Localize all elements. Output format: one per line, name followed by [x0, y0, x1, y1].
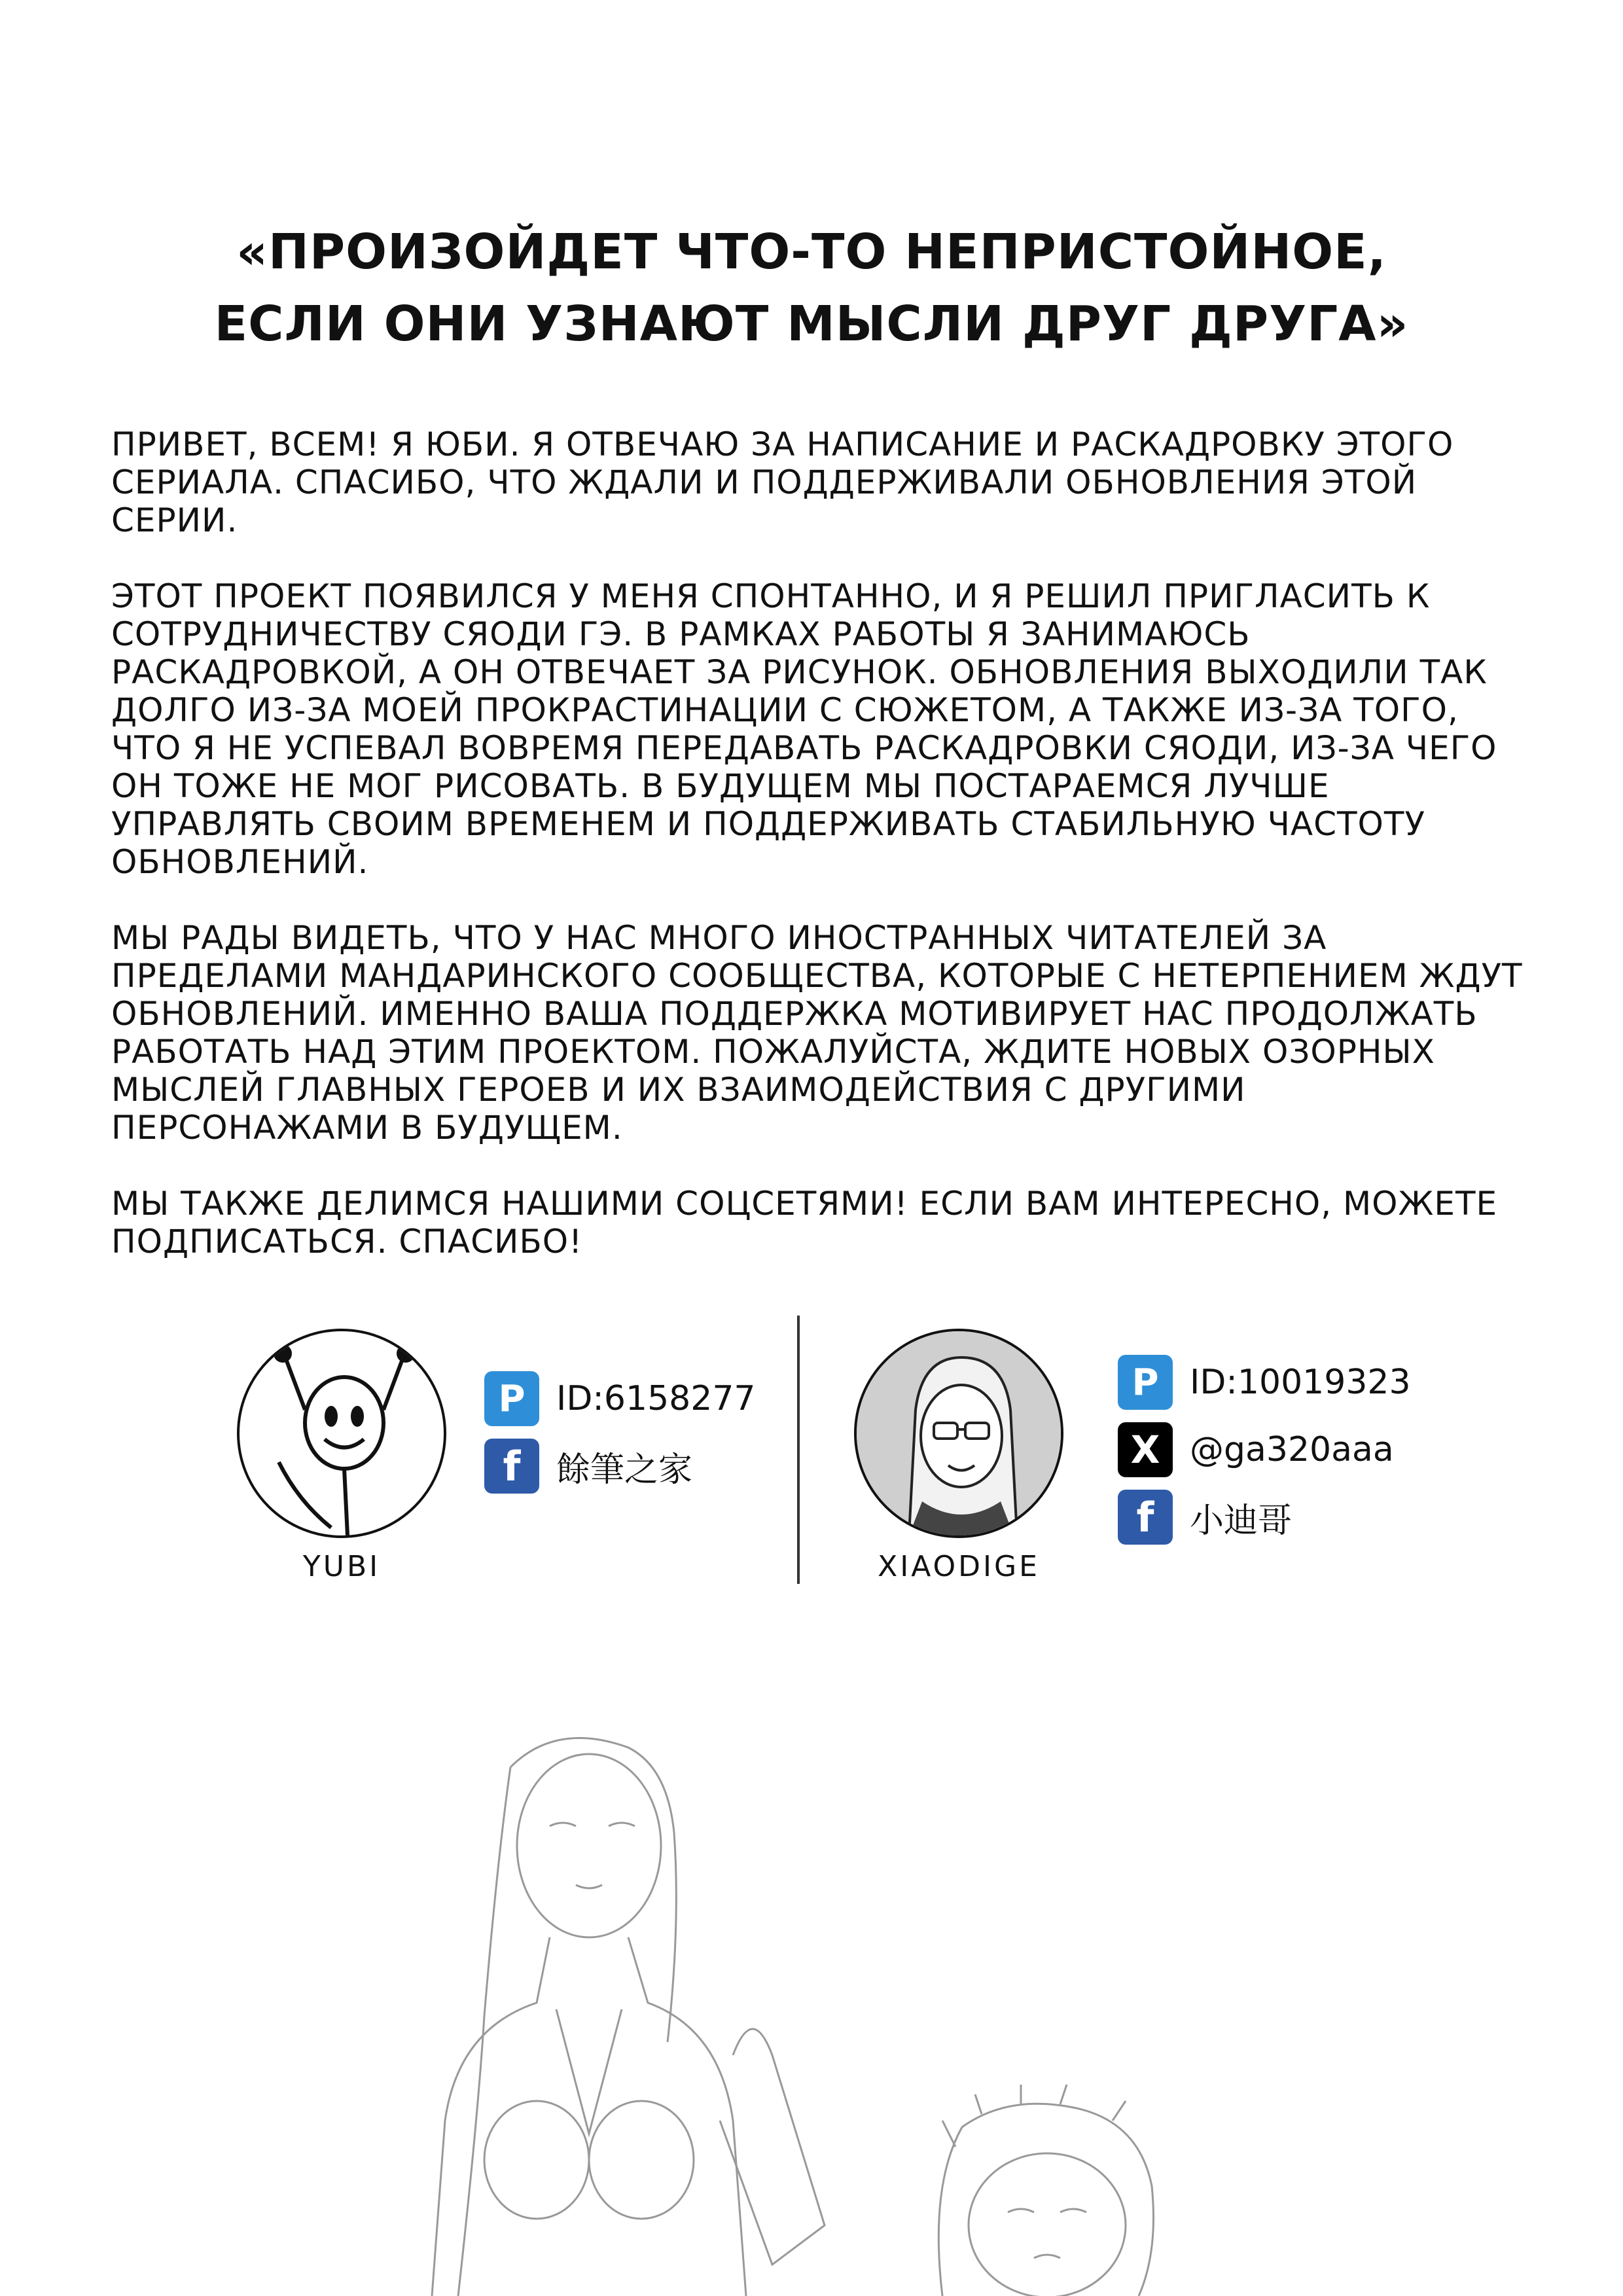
author-note — [111, 425, 1525, 1299]
xiaodige-character-icon — [857, 1331, 1061, 1535]
xiaodige-pixiv-id: ID:10019323 — [1190, 1363, 1411, 1402]
page-title — [0, 216, 1623, 360]
xiaodige-name: XIAODIGE — [878, 1550, 1040, 1583]
facebook-icon: f — [484, 1439, 539, 1494]
yubi-pixiv-row[interactable] — [484, 1371, 755, 1426]
title-line-2: ЕСЛИ ОНИ УЗНАЮТ МЫСЛИ ДРУГ ДРУГА» — [214, 296, 1409, 352]
yubi-pixiv-id: ID:6158277 — [556, 1379, 756, 1418]
author-divider — [797, 1316, 800, 1584]
yubi-avatar — [237, 1329, 446, 1538]
yubi-facebook-name: 餘筆之家 — [556, 1450, 693, 1490]
yubi-name: YUBI — [302, 1550, 381, 1583]
yubi-facebook-row[interactable] — [484, 1439, 692, 1494]
pixiv-icon: P — [484, 1371, 539, 1426]
yubi-character-icon — [240, 1331, 444, 1535]
xiaodige-x-row[interactable] — [1118, 1422, 1394, 1477]
paragraph-3: МЫ РАДЫ ВИДЕТЬ, ЧТО У НАС МНОГО ИНОСТРАННЫХ ЧИТАТЕЛЕЙ ЗА ПРЕДЕЛАМИ МАНДАРИНСКОГО СООБЩЕСТВА, КОТОРЫЕ С НЕТЕРПЕНИЕМ ЖДУТ ОБНОВЛЕНИЙ. ИМЕННО ВАША ПОДДЕРЖКА МОТИВИРУЕТ НАС ПРОДОЛЖАТЬ РАБОТАТЬ НАД ЭТИМ ПРОЕКТОМ. ПОЖАЛУЙСТА, ЖДИТЕ НОВЫХ ОЗОРНЫХ МЫСЛЕЙ ГЛАВНЫХ ГЕРОЕВ И ИХ ВЗАИМОДЕЙСТВИЯ С ДРУГИМИ ПЕРСОНАЖАМИ В БУДУЩЕМ. — [111, 919, 1523, 1147]
facebook-icon: f — [1118, 1490, 1173, 1545]
paragraph-1: ПРИВЕТ, ВСЕМ! Я ЮБИ. Я ОТВЕЧАЮ ЗА НАПИСАНИЕ И РАСКАДРОВКУ ЭТОГО СЕРИАЛА. СПАСИБО, ЧТО ЖДАЛИ И ПОДДЕРЖИВАЛИ ОБНОВЛЕНИЯ ЭТОЙ СЕРИИ. — [111, 425, 1454, 539]
character-sketch-illustration — [0, 1728, 1623, 2296]
pixiv-icon: P — [1118, 1355, 1173, 1410]
xiaodige-x-handle: @ga320aaa — [1190, 1430, 1394, 1469]
xiaodige-facebook-row[interactable] — [1118, 1490, 1292, 1545]
xiaodige-pixiv-row[interactable] — [1118, 1355, 1411, 1410]
paragraph-4: МЫ ТАКЖЕ ДЕЛИМСЯ НАШИМИ СОЦСЕТЯМИ! ЕСЛИ ВАМ ИНТЕРЕСНО, МОЖЕТЕ ПОДПИСАТЬСЯ. СПАСИБО! — [111, 1185, 1498, 1261]
xiaodige-facebook-name: 小迪哥 — [1190, 1501, 1293, 1541]
x-icon: X — [1118, 1422, 1173, 1477]
title-line-1: «ПРОИЗОЙДЕТ ЧТО-ТО НЕПРИСТОЙНОЕ, — [236, 224, 1387, 280]
paragraph-2: ЭТОТ ПРОЕКТ ПОЯВИЛСЯ У МЕНЯ СПОНТАННО, И Я РЕШИЛ ПРИГЛАСИТЬ К СОТРУДНИЧЕСТВУ СЯОДИ ГЭ. В РАМКАХ РАБОТЫ Я ЗАНИМАЮСЬ РАСКАДРОВКОЙ, А ОН ОТВЕЧАЕТ ЗА РИСУНОК. ОБНОВЛЕНИЯ ВЫХОДИЛИ ТАК ДОЛГО ИЗ-ЗА МОЕЙ ПРОКРАСТИНАЦИИ С СЮЖЕТОМ, А ТАКЖЕ ИЗ-ЗА ТОГО, ЧТО Я НЕ УСПЕВАЛ ВОВРЕМЯ ПЕРЕДАВАТЬ РАСКАДРОВКИ СЯОДИ, ИЗ-ЗА ЧЕГО ОН ТОЖЕ НЕ МОГ РИСОВАТЬ. В БУДУЩЕМ МЫ ПОСТАРАЕМСЯ ЛУЧШЕ УПРАВЛЯТЬ СВОИМ ВРЕМЕНЕМ И ПОДДЕРЖИВАТЬ СТАБИЛЬНУЮ ЧАСТОТУ ОБНОВЛЕНИЙ. — [111, 577, 1497, 881]
xiaodige-avatar — [854, 1329, 1063, 1538]
